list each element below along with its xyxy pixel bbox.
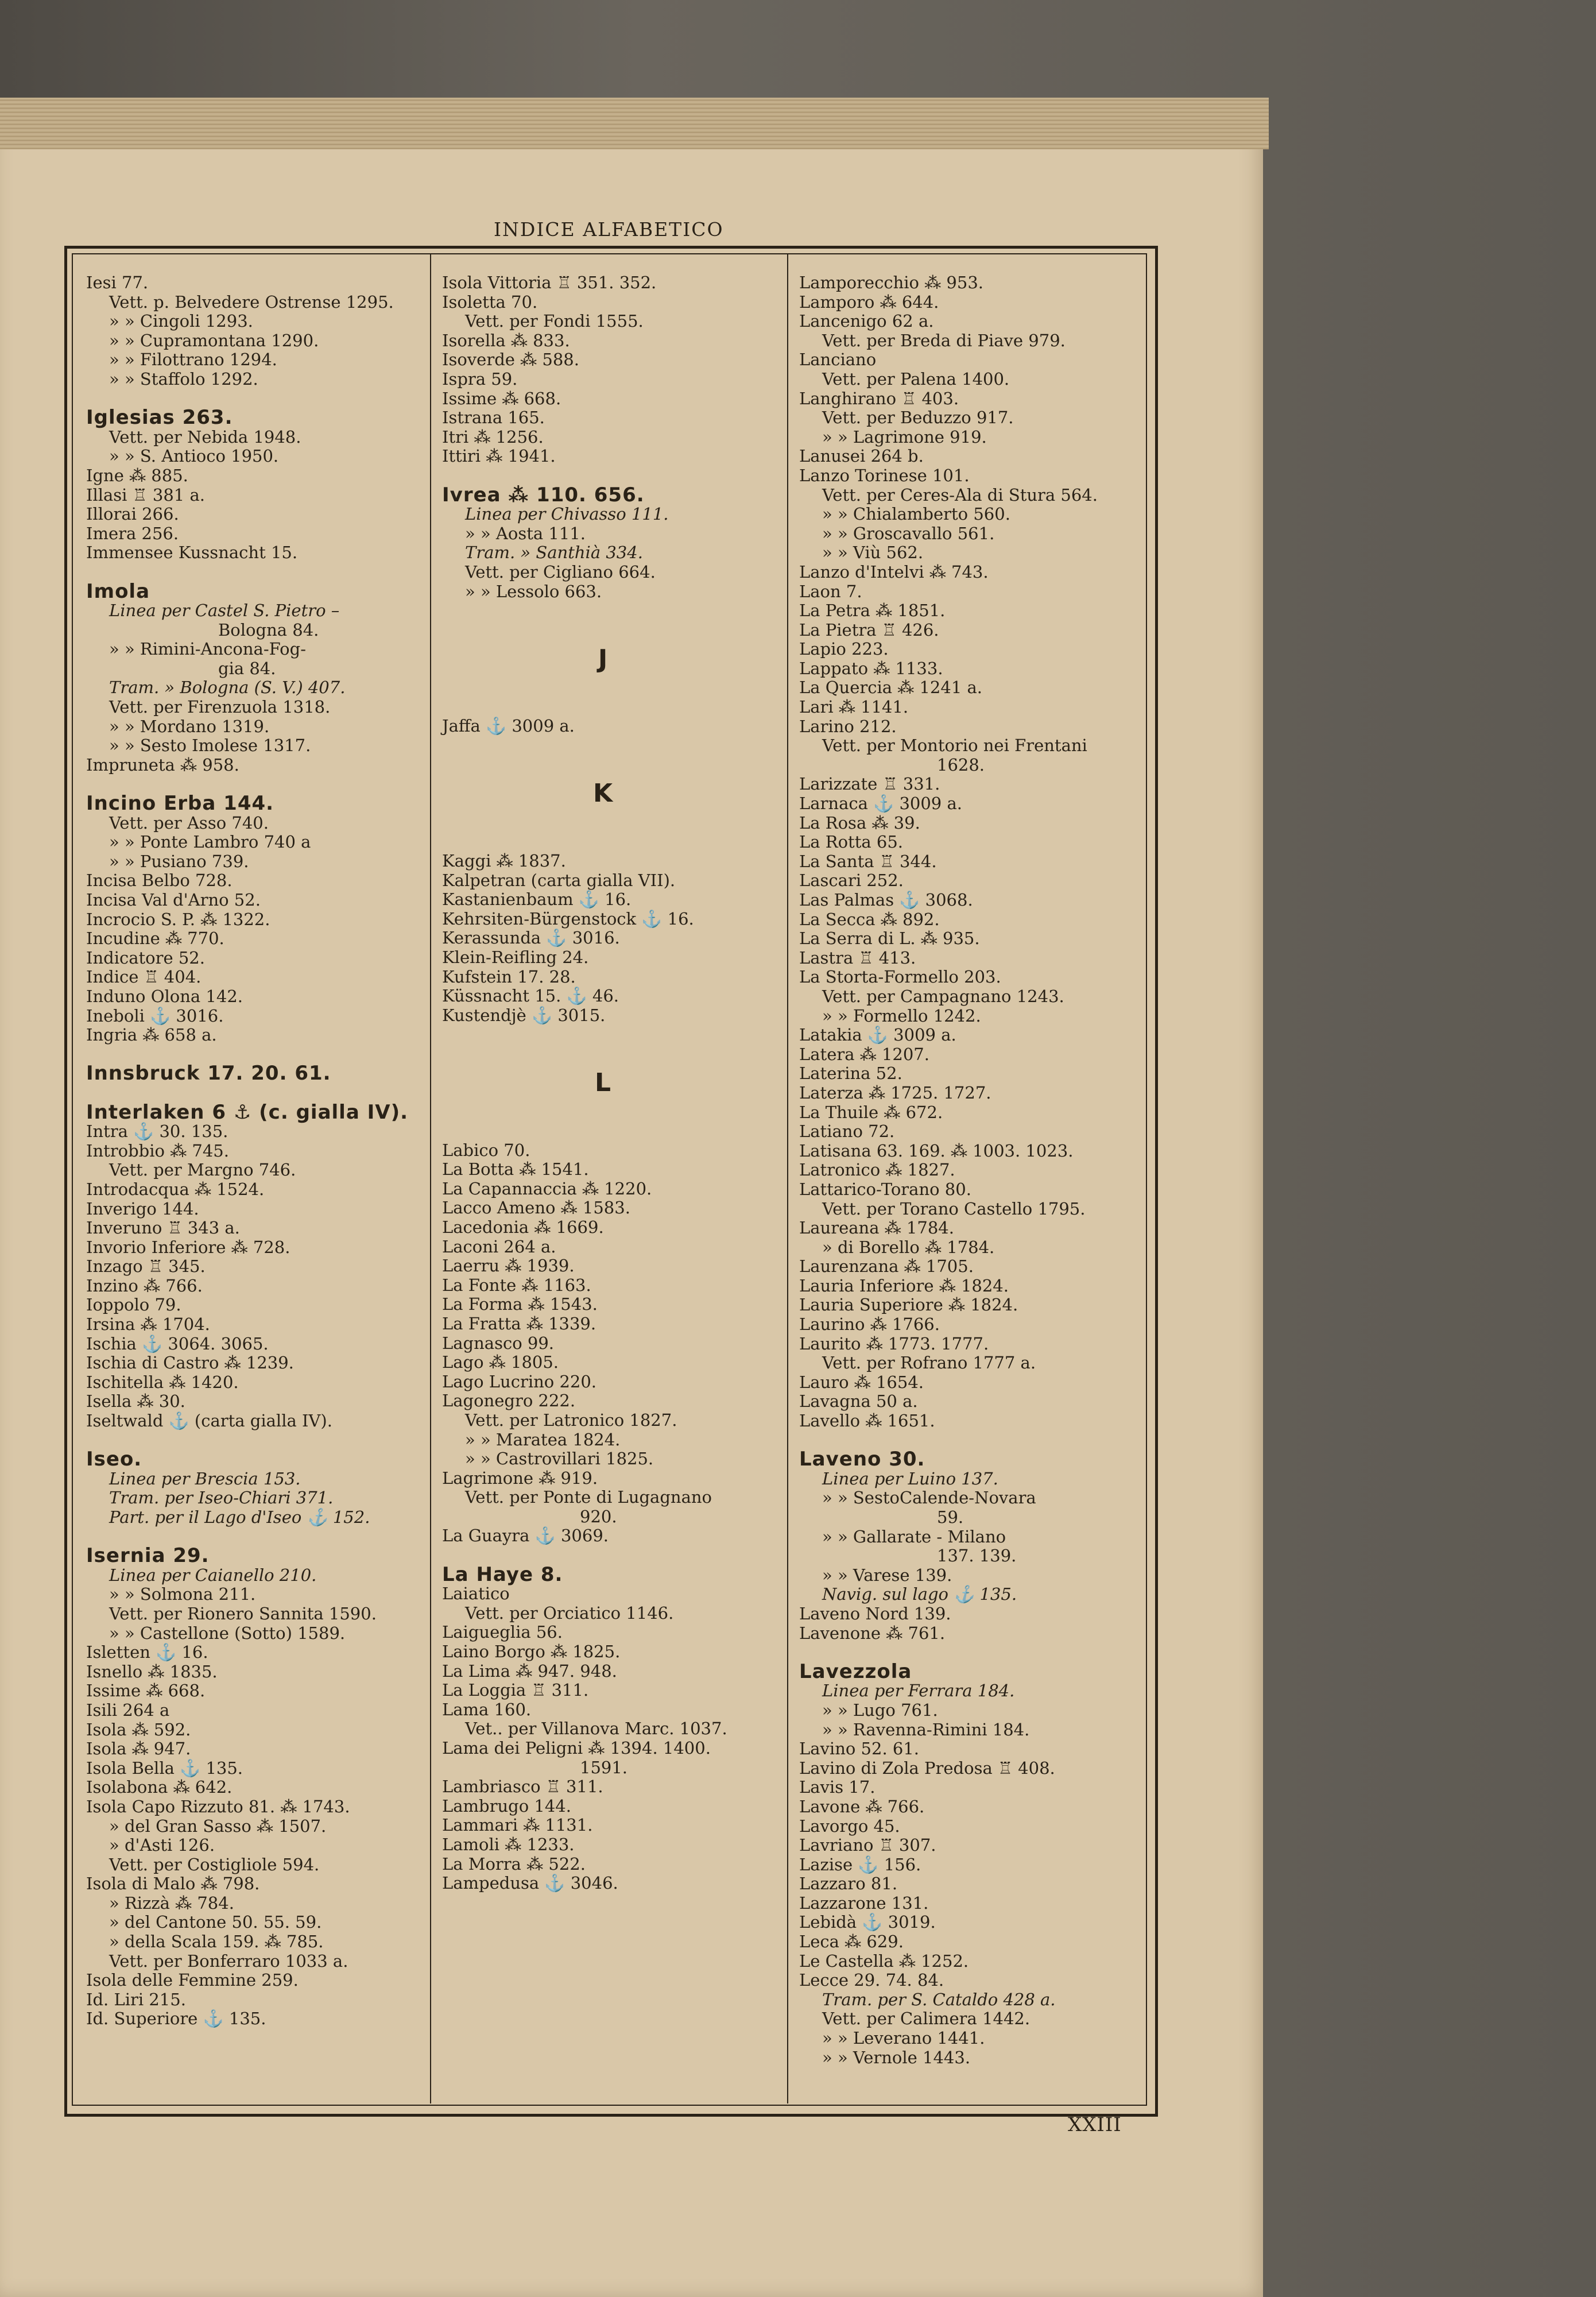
index-entry: » » Maratea 1824. [465,1429,621,1449]
index-entry: Latisana 63. 169. ⁂ 1003. 1023. [799,1140,1074,1161]
index-entry: Isletten ⚓ 16. [86,1642,208,1662]
index-entry: Itri ⁂ 1256. [442,427,544,447]
index-entry: » » Filottrano 1294. [109,350,277,370]
index-entry: Bologna 84. [218,620,319,640]
index-entry: Vett. per Orciatico 1146. [465,1603,674,1623]
index-entry: Lebidà ⚓ 3019. [799,1912,936,1932]
index-entry: Irsina ⁂ 1704. [86,1314,210,1335]
spacer [442,1546,787,1565]
index-entry: Kerassunda ⚓ 3016. [442,928,620,948]
spacer [442,832,787,852]
index-entry: » » Chialamberto 560. [822,504,1010,524]
index-entry: Lazzarone 131. [799,1893,929,1913]
index-entry: Introbbio ⁂ 745. [86,1140,229,1161]
index-entry: Lammari ⁂ 1131. [442,1815,593,1835]
page-number: XXIII [1068,2113,1122,2136]
index-entry: Lanusei 264 b. [799,446,924,466]
index-entry: Impruneta ⁂ 958. [86,755,239,775]
spacer [442,601,787,621]
index-entry: La Capannaccia ⁂ 1220. [442,1178,652,1198]
index-entry: » » Aosta 111. [465,523,586,543]
section-letter: L [594,1068,611,1097]
index-entry: Indicatore 52. [86,948,205,968]
spacer [442,1122,787,1141]
index-entry: Kufstein 17. 28. [442,966,576,987]
index-entry: » » Formello 1242. [822,1006,981,1026]
index-entry: Issime ⁂ 668. [86,1681,206,1701]
index-entry: Latronico ⁂ 1827. [799,1160,955,1180]
index-entry: Vett. per Fondi 1555. [465,311,644,331]
index-entry: La Fratta ⁂ 1339. [442,1313,596,1333]
index-headword: Laveno 30. [799,1448,925,1471]
index-entry: La Forma ⁂ 1543. [442,1294,598,1314]
index-entry: Las Palmas ⚓ 3068. [799,890,973,910]
index-entry: Vett. per Beduzzo 917. [822,408,1014,428]
index-entry: Lavorgo 45. [799,1816,900,1836]
index-entry: Linea per Brescia 153. [109,1468,301,1488]
index-entry: » » Rimini-Ancona-Fog- [109,639,307,659]
index-entry: Navig. sul lago ⚓ 135. [822,1584,1017,1604]
index-entry: Kalpetran (carta gialla VII). [442,870,676,890]
index-entry: Langhirano ♖ 403. [799,388,959,408]
index-entry: Incisa Val d'Arno 52. [86,890,261,910]
index-entry: Lacco Ameno ⁂ 1583. [442,1198,630,1218]
spacer [442,698,787,717]
index-entry: » » Mordano 1319. [109,716,270,736]
index-entry: La Fonte ⁂ 1163. [442,1275,591,1295]
index-entry: Lazise ⚓ 156. [799,1854,921,1874]
index-entry: Ioppolo 79. [86,1295,181,1315]
index-entry: Isoletta 70. [442,292,538,312]
index-entry: » » Staffolo 1292. [109,369,258,389]
index-entry: 1628. [937,755,985,775]
index-entry: Lavello ⁂ 1651. [799,1411,935,1431]
index-entry: La Petra ⁂ 1851. [799,601,946,621]
index-entry: La Rotta 65. [799,832,903,852]
index-entry: La Rosa ⁂ 39. [799,813,920,833]
index-entry: Leca ⁂ 629. [799,1932,904,1952]
index-entry: Isili 264 a [86,1700,170,1720]
index-entry: gia 84. [218,658,276,678]
index-entry: Vett. per Rofrano 1777 a. [822,1353,1036,1373]
index-headword: La Haye 8. [442,1563,563,1586]
index-entry: Issime ⁂ 668. [442,388,561,408]
index-entry: Invorio Inferiore ⁂ 728. [86,1237,290,1257]
index-entry: » » Castellone (Sotto) 1589. [109,1623,346,1643]
index-entry: Isolabona ⁂ 642. [86,1777,233,1797]
index-entry: 1591. [580,1757,628,1777]
index-entry: Lari ⁂ 1141. [799,697,909,717]
section-letter: K [592,779,613,809]
index-entry: Part. per il Lago d'Iseo ⚓ 152. [109,1507,370,1527]
index-entry: La Morra ⁂ 522. [442,1854,586,1874]
index-entry: » » Leverano 1441. [822,2028,985,2048]
index-entry: Isella ⁂ 30. [86,1391,185,1412]
index-entry: » » S. Antioco 1950. [109,446,279,466]
index-entry: Linea per Chivasso 111. [465,504,669,524]
index-entry: Laureana ⁂ 1784. [799,1218,954,1238]
index-entry: Latakia ⚓ 3009 a. [799,1025,956,1045]
index-entry: Laterina 52. [799,1064,902,1084]
index-entry: Lambriasco ♖ 311. [442,1777,603,1797]
index-entry: Larnaca ⚓ 3009 a. [799,794,962,814]
index-entry: Kehrsiten-Bürgenstock ⚓ 16. [442,908,694,929]
index-entry: Vett. per Torano Castello 1795. [822,1198,1086,1219]
index-entry: Illorai 266. [86,504,179,524]
index-entry: Lavis 17. [799,1777,876,1797]
spacer [799,1431,1144,1451]
index-entry: Induno Olona 142. [86,986,243,1006]
index-headword: Imola [86,579,150,603]
index-entry: » » Sesto Imolese 1317. [109,736,311,756]
index-entry: 137. 139. [937,1546,1017,1566]
index-entry: » » Gallarate - Milano [822,1526,1006,1546]
index-entry: Tram. per Iseo-Chiari 371. [109,1488,334,1508]
index-entry: Tram. per S. Cataldo 428 a. [822,1989,1056,2009]
index-headword: Innsbruck 17. 20. 61. [86,1062,331,1085]
index-entry: Vett. per Palena 1400. [822,369,1010,389]
index-entry: Vett. p. Belvedere Ostrense 1295. [109,292,394,312]
index-entry: Lancenigo 62 a. [799,311,934,331]
index-entry: Vett. per Breda di Piave 979. [822,330,1066,350]
index-entry: Ischia ⚓ 3064. 3065. [86,1333,269,1354]
index-entry: Isorella ⁂ 833. [442,330,570,350]
spacer [86,1084,431,1103]
index-entry: Introdacqua ⁂ 1524. [86,1179,265,1199]
index-entry: Inveruno ♖ 343 a. [86,1218,240,1238]
index-entry: Lamporecchio ⁂ 953. [799,273,983,292]
index-entry: » » SestoCalende-Novara [822,1488,1036,1508]
index-entry: Klein-Reifling 24. [442,948,589,968]
spacer [442,466,787,486]
index-entry: Lanzo Torinese 101. [799,465,970,485]
index-entry: Imera 256. [86,523,179,543]
index-entry: Lavenone ⁂ 761. [799,1623,946,1643]
spacer [86,563,431,582]
index-entry: 920. [580,1506,617,1526]
index-entry: Kaggi ⁂ 1837. [442,851,566,871]
index-entry: Lavone ⁂ 766. [799,1796,925,1816]
index-entry: Vet.. per Villanova Marc. 1037. [465,1719,727,1739]
index-headword: Incino Erba 144. [86,792,274,815]
spacer [86,389,431,409]
index-entry: La Thuile ⁂ 672. [799,1102,943,1122]
index-entry: Illasi ♖ 381 a. [86,485,205,505]
index-headword: Ivrea ⁂ 110. 656. [442,483,645,506]
index-entry: Ingria ⁂ 658 a. [86,1025,217,1045]
index-entry: Laino Borgo ⁂ 1825. [442,1642,621,1662]
index-entry: Lavriano ♖ 307. [799,1835,936,1855]
spacer [86,1431,431,1451]
index-entry: Lampedusa ⚓ 3046. [442,1873,618,1893]
index-entry: Tram. » Santhià 334. [465,543,643,563]
section-letter: J [598,644,608,674]
index-entry: La Botta ⁂ 1541. [442,1159,589,1180]
index-entry: La Serra di L. ⁂ 935. [799,929,980,949]
spacer [442,1025,787,1045]
index-entry: » » Varese 139. [822,1565,952,1585]
running-head: INDICE ALFABETICO [494,218,724,241]
index-entry: » » Ravenna-Rimini 184. [822,1719,1030,1739]
index-entry: Lanzo d'Intelvi ⁂ 743. [799,562,989,582]
index-entry: Lambrugo 144. [442,1796,571,1816]
spacer [86,775,431,794]
index-entry: Labico 70. [442,1140,530,1160]
index-entry: Tram. » Bologna (S. V.) 407. [109,678,346,698]
index-entry: Inzago ♖ 345. [86,1256,206,1277]
index-entry: Lauro ⁂ 1654. [799,1372,924,1392]
index-entry: Lagrimone ⁂ 919. [442,1468,598,1488]
index-entry: Linea per Ferrara 184. [822,1681,1015,1701]
index-entry: Lago Lucrino 220. [442,1371,597,1391]
index-entry: Isola ⁂ 947. [86,1739,191,1759]
index-entry: Kustendjè ⚓ 3015. [442,1005,606,1025]
index-entry: Laon 7. [799,581,862,601]
index-entry: Ischia di Castro ⁂ 1239. [86,1353,294,1373]
index-entry: Iesi 77. [86,273,149,292]
index-entry: Lecce 29. 74. 84. [799,1970,944,1990]
index-entry: Lascari 252. [799,871,904,891]
index-entry: Incisa Belbo 728. [86,871,233,891]
index-entry: » » Solmona 211. [109,1584,256,1604]
index-entry: Linea per Castel S. Pietro – [109,601,340,621]
index-column-1 [86,273,431,2029]
index-entry: Vett. per Rionero Sannita 1590. [109,1603,377,1623]
index-entry: Isola ⁂ 592. [86,1719,191,1739]
index-entry: Intra ⚓ 30. 135. [86,1122,228,1142]
index-entry: Lamporo ⁂ 644. [799,292,939,312]
index-entry: Isola delle Femmine 259. [86,1970,299,1990]
spacer [86,1528,431,1547]
index-entry: » d'Asti 126. [109,1835,215,1855]
index-entry: » » Cingoli 1293. [109,311,253,331]
index-entry: Incrocio S. P. ⁂ 1322. [86,909,270,929]
index-entry: Lastra ♖ 413. [799,948,916,968]
index-column-2 [442,273,787,1893]
index-entry: La Secca ⁂ 892. [799,909,940,929]
index-entry: » del Cantone 50. 55. 59. [109,1912,322,1932]
index-entry: Vett. per Ceres-Ala di Stura 564. [822,485,1098,505]
index-entry: Vett. per Nebida 1948. [109,427,301,447]
index-headword: Iglesias 263. [86,406,233,430]
index-entry: » » Castrovillari 1825. [465,1449,654,1469]
index-entry: » » Ponte Lambro 740 a [109,832,311,852]
index-entry: Lamoli ⁂ 1233. [442,1834,575,1854]
index-entry: Laconi 264 a. [442,1236,556,1256]
index-entry: Laveno Nord 139. [799,1603,951,1623]
index-entry: Lama dei Peligni ⁂ 1394. 1400. [442,1738,711,1758]
index-entry: » di Borello ⁂ 1784. [822,1237,995,1257]
index-entry: Laurino ⁂ 1766. [799,1314,940,1335]
index-entry: Isoverde ⁂ 588. [442,350,579,370]
index-entry: Vett. per Calimera 1442. [822,2009,1031,2029]
index-entry: Iseltwald ⚓ (carta gialla IV). [86,1411,332,1431]
index-entry: Laigueglia 56. [442,1622,563,1642]
index-entry: Vett. per Asso 740. [109,813,269,833]
index-entry: Istrana 165. [442,408,545,428]
spacer [799,1643,1144,1662]
index-entry: » » Groscavallo 561. [822,523,995,543]
index-entry: Immensee Kussnacht 15. [86,543,298,563]
index-entry: Indice ♖ 404. [86,967,202,987]
index-entry: Laterza ⁂ 1725. 1727. [799,1082,991,1103]
index-entry: Lagonegro 222. [442,1391,576,1411]
index-entry: Vett. per Latronico 1827. [465,1410,677,1430]
index-entry: Lago ⁂ 1805. [442,1352,559,1372]
index-entry: Vett. per Cigliano 664. [465,562,656,582]
index-entry: Lagnasco 99. [442,1333,554,1353]
index-entry: Vett. per Montorio nei Frentani [822,736,1087,756]
index-entry: La Pietra ♖ 426. [799,620,939,640]
index-entry: Larizzate ♖ 331. [799,774,940,794]
index-entry: » » Lugo 761. [822,1700,938,1720]
index-entry: Ischitella ⁂ 1420. [86,1372,239,1392]
index-entry: La Storta-Formello 203. [799,967,1001,987]
index-entry: » Rizzà ⁂ 784. [109,1893,234,1913]
index-entry: Lauria Inferiore ⁂ 1824. [799,1275,1009,1296]
index-entry: Igne ⁂ 885. [86,465,188,485]
index-entry: Lavino 52. 61. [799,1739,920,1759]
index-entry: Larino 212. [799,716,897,736]
index-entry: Incudine ⁂ 770. [86,929,224,949]
index-entry: Kastanienbaum ⚓ 16. [442,890,632,910]
index-entry: Lapio 223. [799,639,889,659]
index-entry: Isola Vittoria ♖ 351. 352. [442,273,657,292]
index-entry: Lama 160. [442,1699,532,1719]
index-entry: » » Lessolo 663. [465,581,602,601]
index-entry: Ineboli ⚓ 3016. [86,1006,224,1026]
index-entry: La Lima ⁂ 947. 948. [442,1661,617,1681]
index-entry: La Santa ♖ 344. [799,851,937,871]
index-entry: Latiano 72. [799,1122,895,1142]
index-entry: » del Gran Sasso ⁂ 1507. [109,1816,327,1836]
index-entry: Vett. per Margno 746. [109,1160,296,1180]
index-entry: Inverigo 144. [86,1198,199,1219]
index-entry: Isola Capo Rizzuto 81. ⁂ 1743. [86,1796,350,1816]
index-entry: » » Viù 562. [822,543,924,563]
index-entry: Ispra 59. [442,369,518,389]
index-entry: Vett. per Campagnano 1243. [822,986,1064,1006]
spacer [86,1045,431,1065]
index-entry: Laurenzana ⁂ 1705. [799,1256,974,1277]
index-entry: Lacedonia ⁂ 1669. [442,1217,604,1237]
index-entry: » » Pusiano 739. [109,851,249,871]
index-column-3 [799,273,1144,2067]
index-entry: Linea per Luino 137. [822,1468,998,1488]
index-entry: Linea per Caianello 210. [109,1565,317,1585]
index-entry: Lavagna 50 a. [799,1391,918,1412]
index-entry: Inzino ⁂ 766. [86,1275,203,1296]
index-entry: Jaffa ⚓ 3009 a. [442,716,575,736]
spacer [442,736,787,756]
index-entry: Lauria Superiore ⁂ 1824. [799,1295,1018,1315]
index-headword: Iseo. [86,1448,142,1471]
index-entry: Laerru ⁂ 1939. [442,1256,575,1276]
index-entry: Vett. per Costigliole 594. [109,1854,320,1874]
index-entry: » » Vernole 1443. [822,2047,971,2067]
index-entry: Isola di Malo ⁂ 798. [86,1874,260,1894]
index-entry: Latera ⁂ 1207. [799,1044,929,1064]
index-headword: Lavezzola [799,1660,912,1683]
index-entry: La Quercia ⁂ 1241 a. [799,678,983,698]
index-entry: Lattarico-Torano 80. [799,1179,971,1199]
page-stack-edge [0,98,1269,149]
index-entry: Vett. per Firenzuola 1318. [109,697,331,717]
index-entry: Id. Liri 215. [86,1989,186,2009]
index-entry: » » Lagrimone 919. [822,427,987,447]
index-headword: Interlaken 6 ⚓ (c. gialla IV). [86,1100,409,1124]
index-entry: » » Cupramontana 1290. [109,330,319,350]
index-entry: Id. Superiore ⚓ 135. [86,2009,266,2029]
index-entry: Küssnacht 15. ⚓ 46. [442,986,619,1006]
index-entry: Isnello ⁂ 1835. [86,1661,218,1681]
column-rule [787,253,788,2103]
index-entry: Vett. per Bonferraro 1033 a. [109,1951,348,1971]
index-entry: Lazzaro 81. [799,1874,898,1894]
index-entry: Lavino di Zola Predosa ♖ 408. [799,1758,1055,1778]
index-entry: Laurito ⁂ 1773. 1777. [799,1333,989,1354]
index-entry: Isola Bella ⚓ 135. [86,1758,243,1778]
index-entry: Laiatico [442,1584,510,1604]
index-entry: » della Scala 159. ⁂ 785. [109,1932,324,1952]
index-entry: La Guayra ⚓ 3069. [442,1526,609,1546]
index-entry: Ittiri ⁂ 1941. [442,446,556,466]
index-entry: 59. [937,1507,964,1527]
index-entry: Lappato ⁂ 1133. [799,658,943,678]
index-entry: Lanciano [799,350,877,370]
index-entry: Le Castella ⁂ 1252. [799,1951,969,1971]
index-entry: Vett. per Ponte di Lugagnano [465,1487,712,1507]
index-entry: La Loggia ♖ 311. [442,1680,589,1700]
index-headword: Isernia 29. [86,1544,210,1568]
